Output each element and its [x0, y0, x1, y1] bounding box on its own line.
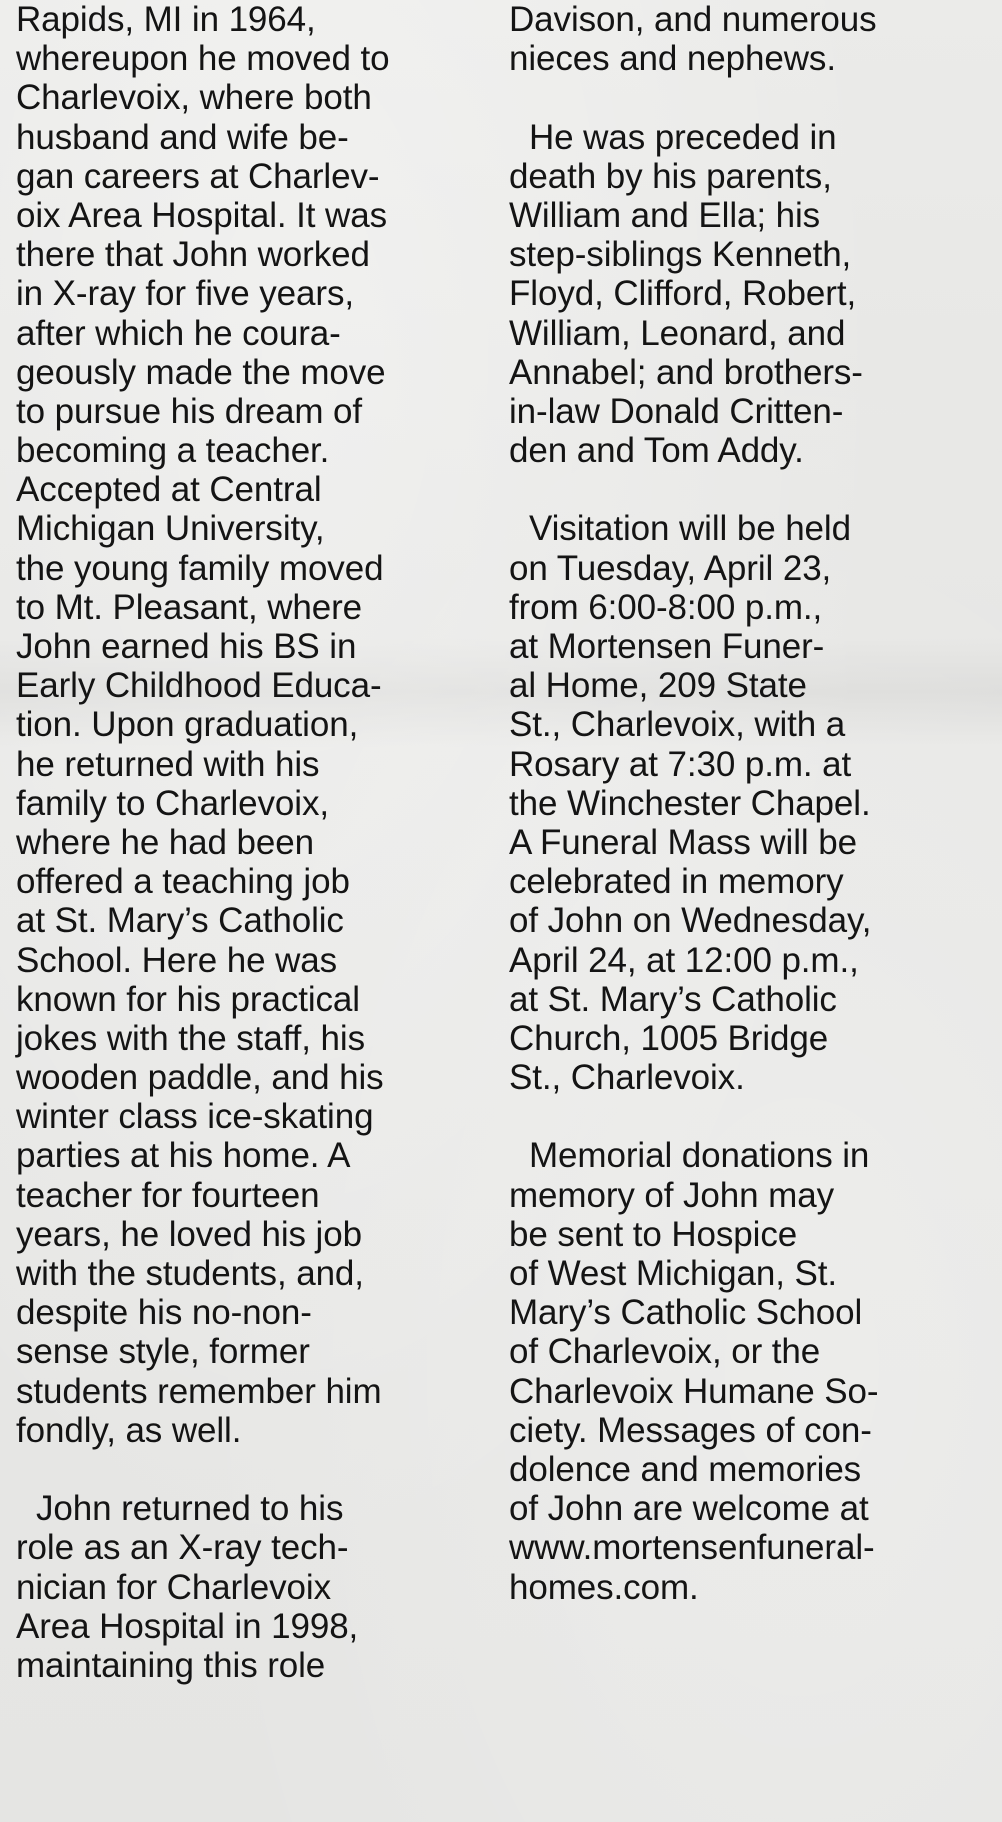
text-line: from 6:00-8:00 p.m.,	[509, 587, 823, 627]
text-line: St., Charlevoix.	[509, 1058, 745, 1098]
text-line: Mary’s Catholic School	[509, 1293, 863, 1333]
text-line: of West Michigan, St.	[509, 1254, 837, 1293]
paragraph-gap	[509, 470, 995, 509]
text-line: Rosary at 7:30 p.m. at	[509, 744, 852, 784]
text-line: despite his no-non-	[16, 1293, 312, 1333]
text-line: William and Ella; his	[509, 195, 821, 235]
text-line: in-law Donald Critten-	[509, 391, 844, 431]
text-line: Annabel; and brothers-	[509, 352, 863, 392]
text-line: whereupon he moved to	[16, 39, 390, 79]
left-column	[16, 0, 494, 1685]
text-line: oix Area Hospital. It was	[16, 195, 387, 235]
text-line: of Charlevoix, or the	[509, 1332, 821, 1372]
text-line: den and Tom Addy.	[509, 431, 804, 471]
text-line: nieces and nephews.	[509, 39, 836, 79]
text-line: step-siblings Kenneth,	[509, 235, 852, 275]
text-line: John returned to his	[36, 1489, 344, 1529]
text-line: with the students, and,	[16, 1254, 364, 1293]
text-line: St., Charlevoix, with a	[509, 705, 846, 745]
text-line: www.mortensenfuneral-	[509, 1528, 875, 1568]
text-line: role as an X-ray tech-	[16, 1528, 349, 1568]
text-line: Church, 1005 Bridge	[509, 1018, 829, 1058]
text-line: April 24, at 12:00 p.m.,	[509, 940, 859, 980]
text-line: School. Here he was	[16, 940, 338, 980]
right-paragraph-visitation	[509, 509, 995, 1097]
right-paragraph-donations	[509, 1136, 995, 1606]
text-line: husband and wife be-	[16, 117, 349, 157]
text-line: geously made the move	[16, 352, 386, 392]
text-line: nician for Charlevoix	[16, 1567, 331, 1607]
text-line: Rapids, MI in 1964,	[16, 0, 316, 39]
text-line: of John on Wednesday,	[509, 901, 872, 941]
text-line: on Tuesday, April 23,	[509, 548, 832, 588]
text-line: He was preceded in	[529, 117, 837, 157]
text-line: Memorial donations in	[529, 1136, 870, 1176]
text-line: where he had been	[16, 822, 314, 862]
text-line: at St. Mary’s Catholic	[16, 901, 344, 941]
text-line: William, Leonard, and	[509, 313, 846, 353]
text-line: memory of John may	[509, 1175, 834, 1215]
text-line: of John are welcome at	[509, 1489, 869, 1529]
text-line: celebrated in memory	[509, 862, 844, 902]
right-paragraph-preceded	[509, 118, 995, 471]
text-line: to pursue his dream of	[16, 391, 363, 431]
text-line: the Winchester Chapel.	[509, 783, 871, 823]
text-line: death by his parents,	[509, 156, 832, 196]
text-line: Michigan University,	[16, 509, 325, 549]
text-line: winter class ice-skating	[16, 1097, 374, 1137]
text-line: Early Childhood Educa-	[16, 666, 382, 706]
text-line: at Mortensen Funer-	[509, 627, 825, 666]
text-line: parties at his home. A	[16, 1136, 351, 1176]
text-line: sense style, former	[16, 1332, 310, 1372]
paragraph-gap	[509, 78, 995, 117]
text-line: he returned with his	[16, 744, 320, 784]
text-line: Area Hospital in 1998,	[16, 1606, 359, 1646]
paragraph-gap	[509, 1097, 995, 1136]
text-line: Davison, and numerous	[509, 0, 877, 39]
text-line: A Funeral Mass will be	[509, 822, 857, 862]
text-line: be sent to Hospice	[509, 1214, 798, 1254]
text-line: ciety. Messages of con-	[509, 1410, 872, 1450]
text-line: dolence and memories	[509, 1449, 862, 1489]
text-line: al Home, 209 State	[509, 666, 807, 706]
text-line: in X-ray for five years,	[16, 274, 354, 314]
text-line: at St. Mary’s Catholic	[509, 979, 837, 1019]
text-line: known for his practical	[16, 979, 360, 1019]
left-paragraph-return	[16, 1489, 494, 1685]
text-line: fondly, as well.	[16, 1410, 242, 1450]
paragraph-gap	[16, 1450, 494, 1489]
text-line: family to Charlevoix,	[16, 783, 330, 823]
left-paragraph-career	[16, 0, 494, 1450]
text-line: Charlevoix Humane So-	[509, 1371, 879, 1411]
text-line: offered a teaching job	[16, 862, 350, 902]
text-line: Floyd, Clifford, Robert,	[509, 274, 857, 314]
text-line: John earned his BS in	[16, 627, 357, 666]
text-line: maintaining this role	[16, 1645, 326, 1685]
text-line: after which he coura-	[16, 313, 341, 353]
right-column	[509, 0, 995, 1607]
text-line: jokes with the staff, his	[16, 1018, 365, 1058]
text-line: teacher for fourteen	[16, 1175, 320, 1215]
text-line: students remember him	[16, 1371, 382, 1411]
right-paragraph-survivors	[509, 0, 995, 78]
text-line: homes.com.	[509, 1567, 699, 1607]
text-line: Accepted at Central	[16, 470, 322, 510]
text-line: the young family moved	[16, 548, 384, 588]
text-line: gan careers at Charlev-	[16, 156, 380, 196]
text-line: there that John worked	[16, 235, 370, 275]
text-line: years, he loved his job	[16, 1214, 362, 1254]
text-line: becoming a teacher.	[16, 431, 330, 471]
text-line: wooden paddle, and his	[16, 1058, 384, 1098]
text-line: tion. Upon graduation,	[16, 705, 359, 745]
text-line: Charlevoix, where both	[16, 78, 372, 118]
text-line: Visitation will be held	[529, 509, 851, 549]
text-line: to Mt. Pleasant, where	[16, 587, 363, 627]
